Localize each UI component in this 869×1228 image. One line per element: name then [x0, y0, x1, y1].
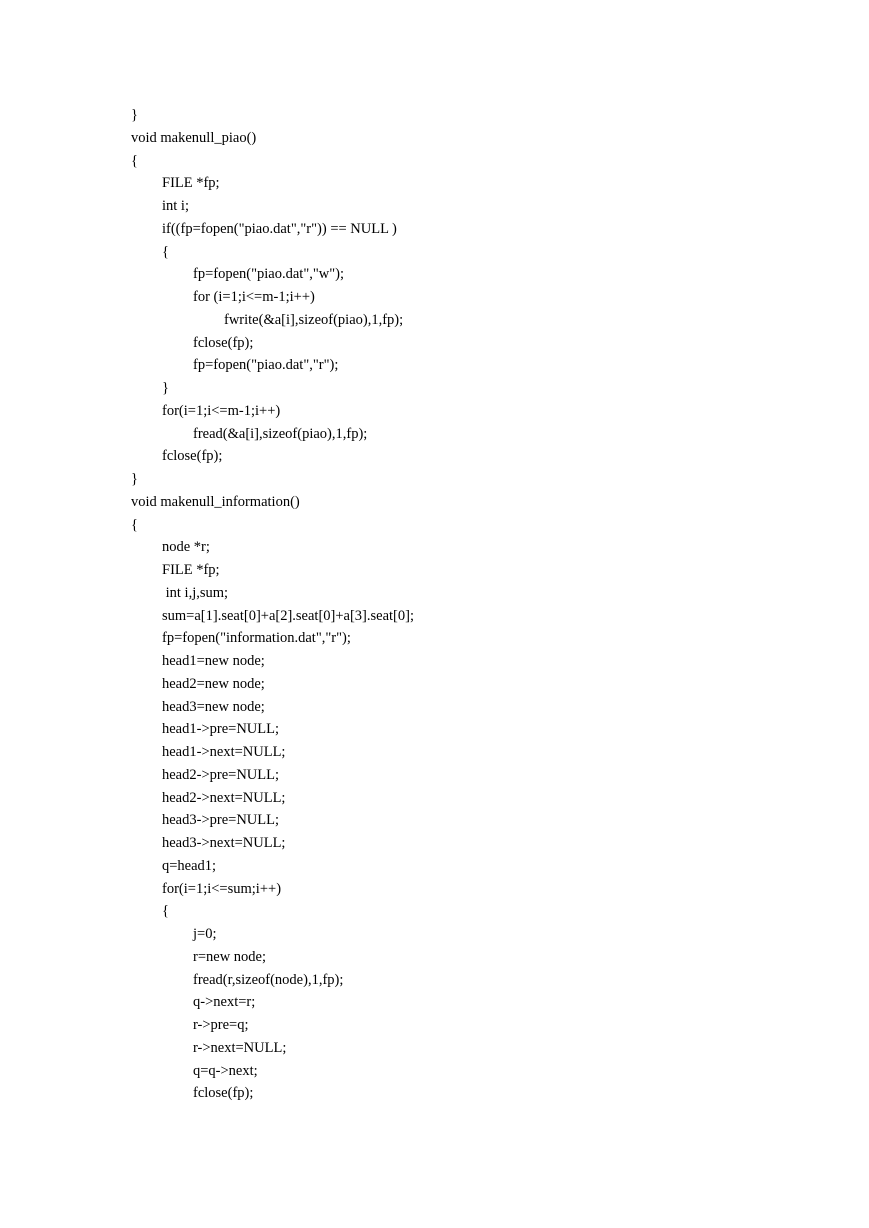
code-line: q->next=r; — [193, 994, 256, 1011]
code-line: r->next=NULL; — [193, 1039, 287, 1056]
code-line: r->pre=q; — [193, 1017, 249, 1033]
code-line: int i,j,sum; — [162, 584, 229, 601]
code-line: fp=fopen("piao.dat","r"); — [193, 357, 339, 374]
code-line: fp=fopen("information.dat","r"); — [162, 630, 351, 647]
code-line: void makenull_information() — [131, 493, 300, 510]
code-line: head3->pre=NULL; — [162, 812, 280, 829]
code-line: void makenull_piao() — [131, 129, 257, 146]
code-line: int i; — [162, 198, 189, 214]
code-line: head2=new node; — [162, 675, 265, 692]
code-line: { — [131, 152, 138, 169]
code-line: FILE *fp; — [162, 175, 220, 192]
code-line: } — [162, 380, 169, 396]
code-line: { — [162, 243, 169, 260]
code-line: FILE *fp; — [162, 562, 220, 578]
code-line: fwrite(&a[i],sizeof(piao),1,fp); — [224, 311, 404, 328]
code-line: head1->next=NULL; — [162, 744, 286, 760]
code-line: r=new node; — [193, 948, 267, 965]
code-line: fclose(fp); — [193, 334, 254, 351]
code-line: q=q->next; — [193, 1062, 258, 1079]
code-line: fclose(fp); — [162, 448, 223, 465]
code-line: for(i=1;i<=sum;i++) — [162, 880, 282, 897]
code-line: fclose(fp); — [193, 1085, 254, 1102]
code-line: { — [131, 516, 138, 533]
code-line: sum=a[1].seat[0]+a[2].seat[0]+a[3].seat[0]; — [162, 607, 414, 624]
code-line: fread(r,sizeof(node),1,fp); — [193, 971, 344, 988]
code-line: head3=new node; — [162, 698, 265, 715]
code-line: for (i=1;i<=m-1;i++) — [193, 289, 315, 305]
code-line: { — [162, 903, 169, 920]
code-line: } — [131, 107, 138, 123]
code-line: fread(&a[i],sizeof(piao),1,fp); — [193, 425, 368, 442]
code-line: head1->pre=NULL; — [162, 721, 280, 738]
code-line: node *r; — [162, 539, 210, 556]
code-line: j=0; — [193, 926, 217, 942]
code-line: head1=new node; — [162, 653, 265, 669]
code-line: head2->pre=NULL; — [162, 766, 280, 783]
code-line: head2->next=NULL; — [162, 789, 286, 806]
code-line: fp=fopen("piao.dat","w"); — [193, 266, 345, 283]
code-line: } — [131, 471, 138, 487]
code-line: for(i=1;i<=m-1;i++) — [162, 402, 281, 419]
code-line: if((fp=fopen("piao.dat","r")) == NULL ) — [162, 220, 397, 237]
code-listing — [131, 104, 414, 1105]
code-line: q=head1; — [162, 857, 217, 874]
code-line: head3->next=NULL; — [162, 835, 286, 851]
